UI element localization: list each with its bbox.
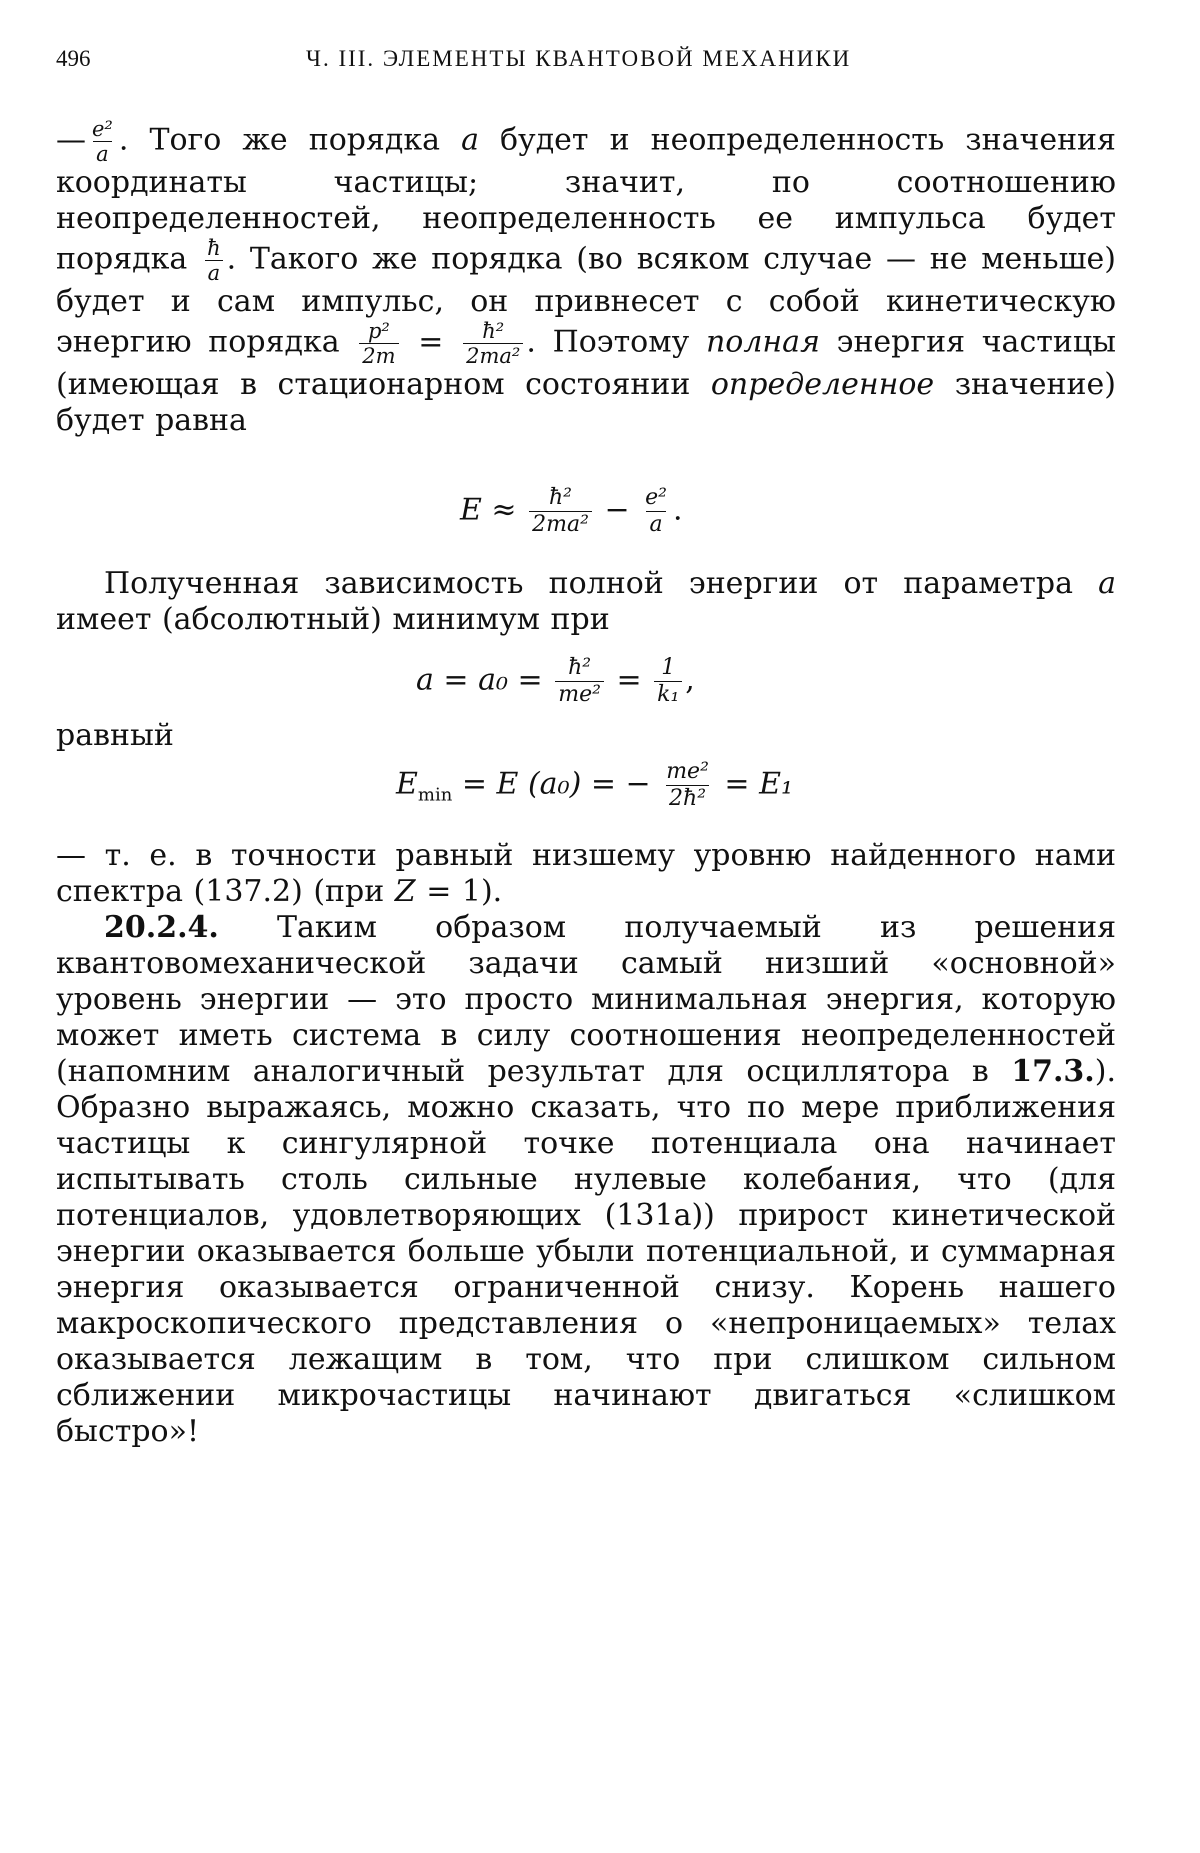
paragraph-minimum: Полученная зависимость полной энергии от параметра a имеет (абсолютный) минимум при (56, 566, 1116, 637)
paragraph-20-2-4: 20.2.4. Таким образом получаемый из решения квантовомеханической задачи самый низший «основной» уровень энергии — это просто минимальная энергия, которую может иметь система в силу соотношения неопределенностей (напомним аналогичный результат для осциллятора в 17.3.). Образно выражаясь, можно сказать, что по мере приближения частицы к сингулярной точке потенциала она начинает испытывать столь сильные нулевые колебания, что (для потенциалов, удовлетворяющих (131а)) прирост кинетической энергии оказывается больше убыли потенциальной, и суммарная энергия оказывается ограниченной снизу. Корень нашего макроскопического представления о «непроницаемых» телах оказывается лежащим в том, что при слишком сильном сближении микрочастицы начинают двигаться «слишком быстро»! (56, 910, 1116, 1449)
fraction-hbar2-over-2ma2: $\frac{\text{ħ²}}{\text{2ma²}}$ (529, 486, 592, 537)
equation-emin: $E_{min} = E$ (a₀) = − $\frac{\text{me²}}{\text{2ħ²}}$ = E₁ (396, 759, 794, 811)
page-number: 496 (56, 46, 91, 71)
fraction-p2-over-2m: $\frac{\text{p²}}{2m}$ (359, 320, 398, 367)
running-head: Ч. III. ЭЛЕМЕНТЫ КВАНТОВОЙ МЕХАНИКИ (306, 46, 852, 71)
equation-a0: a = a₀ = $\frac{\text{ħ²}}{\text{me²}}$ = $\frac{1}{\text{k₁}}$ , (416, 655, 695, 707)
fraction-hbar-over-a: $\frac{ħ}{a}$ (204, 237, 224, 284)
fraction-e2-over-a: $\frac{\text{e²}}{a}$ (645, 485, 667, 537)
equation-energy: E ≈ $\frac{\text{ħ²}}{\text{2ma²}}$ − $\frac{\text{e²}}{a}$ . (460, 485, 683, 537)
fraction-me2-over-2hbar2: $\frac{\text{me²}}{\text{2ħ²}}$ (666, 759, 709, 811)
page-header (56, 46, 1116, 76)
fraction-e2-over-a: $\frac{\text{e²}}{a}$ (92, 117, 113, 166)
section-reference: 17.3. (1011, 1054, 1095, 1089)
paragraph-uncertainty: — $\frac{\text{e²}}{a}$ . Того же порядка a будет и неопределенность значения координаты частицы; значит, по соотношению неопределенностей, неопределенность ее импульса будет порядка $\frac{ħ}{a}$ . Такого же порядка (во всяком случае — не меньше) будет и сам импульс, он привнесет с собой кинетическую энергию порядка $\frac{\text{p²}}{2m}$ = $\frac{\text{ħ²}}{\text{2ma²}}$ . Поэтому полная энергия частицы (имеющая в стационарном состоянии определенное значение) будет равна (56, 117, 1117, 438)
section-number: 20.2.4. (104, 910, 219, 945)
fraction-1-over-k1: $\frac{1}{\text{k₁}}$ (654, 656, 682, 707)
paragraph-spectrum: — т. е. в точности равный низшему уровню найденного нами спектра (137.2) (при Z = 1). (56, 838, 1116, 909)
word-ravnyi: равный (56, 718, 174, 753)
fraction-hbar2-over-me2: $\frac{\text{ħ²}}{\text{me²}}$ (555, 656, 604, 707)
fraction-hbar2-over-2ma2: $\frac{\text{ħ²}}{\text{2ma²}}$ (463, 320, 523, 367)
dash: — (56, 122, 86, 158)
